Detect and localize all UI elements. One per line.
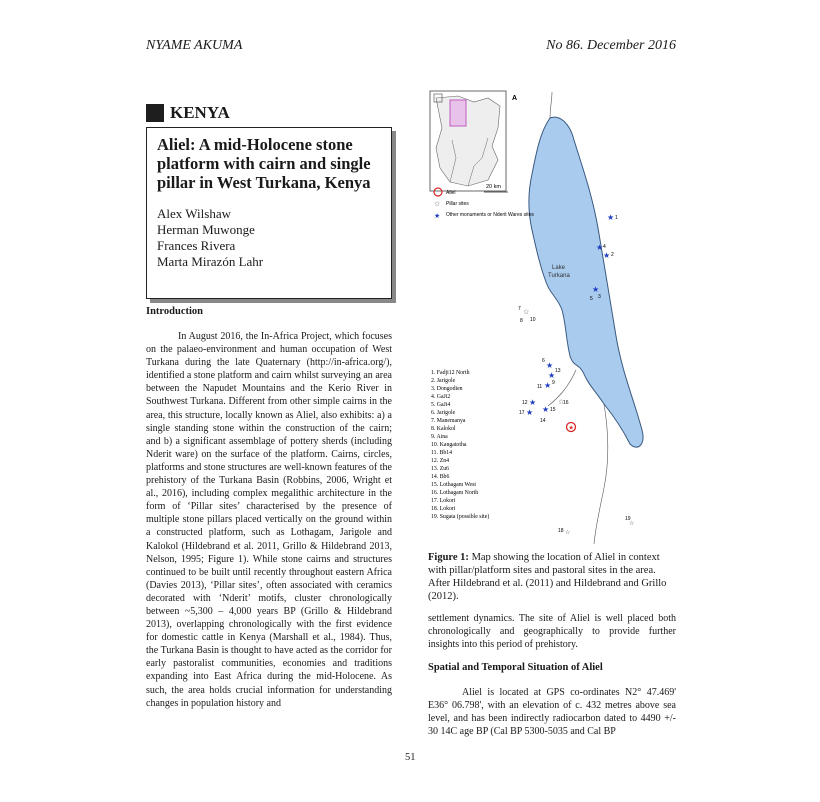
pillar-legend-icon: ☆ <box>434 200 441 208</box>
site-list-item: 14. Bb6 <box>431 474 450 480</box>
site-number: 1 <box>615 215 618 221</box>
inset-map <box>430 91 506 191</box>
continuation-text: settlement dynamics. The site of Aliel is well placed both chronologically and geographically to provide further insights into this period of prehistory. <box>428 613 676 651</box>
pillar-site-icon: ☆ <box>629 521 635 527</box>
lake-turkana-shape <box>529 117 643 447</box>
introduction-text: In August 2016, the In-Africa Project, which focuses on the palaeo-environment and human occupation of West Turkana during the late Quaternary (http://in-africa.org/), identified a stone platform and cairn whilst surveying an area between the Napudet Mountains and the Kerio River in Southwest Turkana. Different from other simple cairns in the area, this structure, locally known as Aliel, also exhibits: a) a single standing stone within the construction of the cairn; and b) a significant assemblage of pottery sherds (including Nderit ware) on the surface of the platform. Cairns, circles, platforms and stone structures are well-known features of the prehistory of the Turkana Basin (Robbins, 2006, Wright et al., 2016), including complex megalithic architecture in the form of ‘Pillar sites’ characterised by the presence of multiple stone pillars placed vertically on the ground within a constructed platform, such as Lothagam, Jarigole and Kalokol (Hildebrand et al. 2011, Grillo & Hildebrand 2013, Nelson, 1995; Figure 1). While stone cairns and structures continued to be built until recently throughout eastern Africa (Davies 2013), ‘Pillar sites’, often associated with ceramics decorated with ‘Nderit’ motifs, cluster chronologically between ~5,300 – 4,000 years BP (Grillo & Hildebrand 2013), overlapping chronologically with the first evidence for domestic cattle in Kenya (Marshall et al., 1984). Thus, the Turkana Basin is thought to have acted as the corridor for early pastoralist communities, economies and traditions expanding into East Africa during the mid-Holocene. As such, the area holds crucial information for understanding changes in population history and <box>146 331 392 709</box>
pillar-site-icon: ☆ <box>565 530 571 536</box>
author: Marta Mirazón Lahr <box>157 254 264 269</box>
site-list-item: 9. Aina <box>431 434 448 440</box>
spatial-text: Aliel is located at GPS co-ordinates N2° 47.469' E36° 06.798', with an elevation of c. 432 metres above sea level, and has been indirectly radiocarbon dated to 4490 +/- 30 14C age BP (Cal BP 5300-5035 and Cal BP <box>428 687 676 738</box>
site-number: 12 <box>522 400 528 406</box>
site-number: 7 <box>518 306 521 312</box>
site-star-icon: ★ <box>592 285 600 294</box>
site-star-icon: ★ <box>529 398 537 407</box>
site-list-item: 2. Jarigole <box>431 378 456 384</box>
site-list-item: 3. Dongodien <box>431 386 463 392</box>
introduction-heading: Introduction <box>146 306 203 317</box>
site-number: 18 <box>558 528 564 534</box>
aliel-star-icon: ★ <box>568 425 574 432</box>
figure-caption <box>428 551 676 603</box>
site-number: 2 <box>611 252 614 258</box>
site-number: 4 <box>603 244 606 250</box>
spatial-heading: Spatial and Temporal Situation of Aliel <box>428 662 603 673</box>
site-list-item: 16. Lothagam North <box>431 490 479 496</box>
site-list-item: 11. Bb14 <box>431 450 453 456</box>
site-star-icon: ★ <box>607 213 615 222</box>
legend-item: Pillar sites <box>446 201 469 207</box>
site-number: 13 <box>555 368 561 374</box>
section-label: KENYA <box>170 103 230 122</box>
author: Frances Rivera <box>157 238 236 253</box>
site-list-item: 5. GaJi4 <box>431 402 451 408</box>
site-list-item: 4. GaJi2 <box>431 394 451 400</box>
site-star-icon: ★ <box>526 408 534 417</box>
author: Alex Wilshaw <box>157 206 231 221</box>
pillar-site-icon: ☆ <box>523 309 530 316</box>
site-number: 6 <box>542 358 545 364</box>
site-star-icon: ★ <box>546 361 554 370</box>
running-header-journal: NYAME AKUMA <box>146 38 243 53</box>
site-list-item: 7. Manemanya <box>431 418 466 424</box>
article-title: Aliel: A mid-Holocene stone platform with cairn and single pillar in West Turkana, Kenya <box>157 135 371 192</box>
site-list <box>431 370 489 520</box>
site-list-item: 13. Zu6 <box>431 466 450 472</box>
site-list-item: 18. Lokori <box>431 506 456 512</box>
site-star-icon: ★ <box>596 243 604 252</box>
site-list-item: 8. Kalokol <box>431 426 456 432</box>
site-list-item: 19. Sugata (possible site) <box>431 514 490 520</box>
site-list-item: 6. Jarigole <box>431 410 456 416</box>
site-number: 5 <box>590 296 593 302</box>
site-list-item: 12. Zn4 <box>431 458 450 464</box>
monument-legend-icon: ★ <box>434 212 441 220</box>
site-number: 14 <box>540 418 546 424</box>
site-number: 11 <box>537 384 543 390</box>
site-star-icon: ★ <box>603 251 611 260</box>
site-star-icon: ★ <box>548 371 556 380</box>
figure-map <box>428 88 676 548</box>
page-number: 51 <box>405 752 416 763</box>
running-header-issue: No 86. December 2016 <box>546 38 676 53</box>
map-panel-label: A <box>512 95 518 102</box>
scale-label: 20 km <box>486 184 501 190</box>
site-number: 16 <box>563 400 569 406</box>
lake-label: Turkana <box>548 273 570 279</box>
section-square-icon <box>146 104 164 122</box>
legend-item: Aliel <box>446 190 456 196</box>
author: Herman Muwonge <box>157 222 255 237</box>
site-number: 15 <box>550 407 556 413</box>
legend-item: Other monuments or Nderit Wares sites <box>446 212 534 218</box>
site-star-icon: ★ <box>542 405 550 414</box>
site-list-item: 1. Fadji12 North <box>431 370 470 376</box>
site-list-item: 17. Lokori <box>431 498 456 504</box>
site-number: 19 <box>625 516 631 522</box>
author-list <box>157 206 381 270</box>
site-star-icon: ★ <box>544 381 552 390</box>
figure-caption-text: Map showing the location of Aliel in context with pillar/platform sites and pastoral sites in the area. After Hildebrand et al. (2011) and Hildebrand and Grillo (2012). <box>428 552 667 602</box>
article-title-box <box>146 127 392 299</box>
figure-label: Figure 1: <box>428 552 469 563</box>
map-legend <box>434 188 534 220</box>
site-number: 3 <box>598 294 601 300</box>
site-number: 17 <box>519 410 525 416</box>
site-number: 9 <box>552 380 555 386</box>
site-list-item: 10. Kangatotha <box>431 442 467 448</box>
site-number: 10 <box>530 317 536 323</box>
site-number: 8 <box>520 318 523 324</box>
section-heading <box>146 103 230 123</box>
site-list-item: 15. Lothagam West <box>431 482 476 488</box>
pillar-site-icon: ☆ <box>558 399 565 406</box>
lake-label: Lake <box>552 265 566 271</box>
